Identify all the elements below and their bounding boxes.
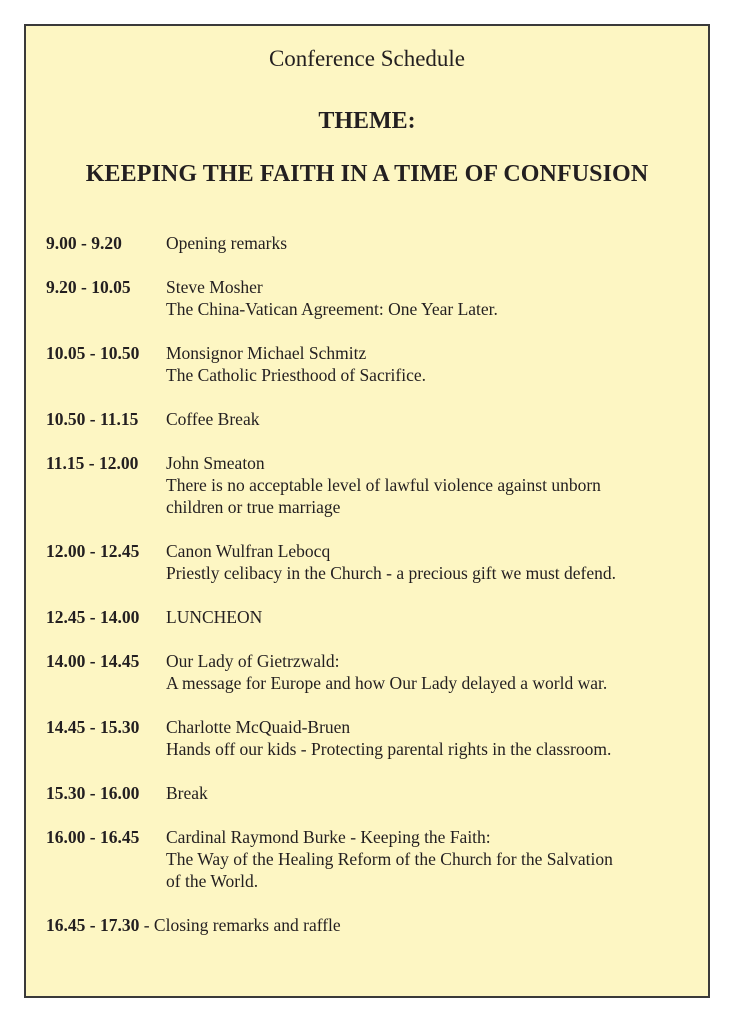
schedule-item <box>46 914 696 936</box>
schedule-item <box>46 606 696 628</box>
schedule-item <box>46 408 696 430</box>
schedule-item <box>46 540 696 584</box>
schedule-time: 12.00 - 12.45 <box>46 541 140 561</box>
schedule-description: Hands off our kids - Protecting parental rights in the classroom. <box>166 739 612 759</box>
schedule-time: 10.50 - 11.15 <box>46 409 139 429</box>
schedule-heading: Canon Wulfran Lebocq <box>166 541 331 561</box>
schedule-heading: Monsignor Michael Schmitz <box>166 343 367 363</box>
schedule-description: The Way of the Healing Reform of the Church for the Salvation <box>166 849 613 869</box>
schedule-time: 16.45 - 17.30 <box>46 915 140 935</box>
schedule-heading: Charlotte McQuaid-Bruen <box>166 717 351 737</box>
schedule-time: 14.00 - 14.45 <box>46 651 140 671</box>
schedule-time: 9.00 - 9.20 <box>46 233 122 253</box>
schedule-heading: LUNCHEON <box>166 607 263 627</box>
schedule-heading: Opening remarks <box>166 233 288 253</box>
schedule-heading: John Smeaton <box>166 453 265 473</box>
schedule-item <box>46 826 696 892</box>
theme-title: KEEPING THE FAITH IN A TIME OF CONFUSION <box>85 161 649 187</box>
schedule-time: 12.45 - 14.00 <box>46 607 140 627</box>
schedule-description: - Closing remarks and raffle <box>143 915 341 935</box>
schedule-heading: Coffee Break <box>166 409 260 429</box>
schedule-item <box>46 782 696 804</box>
schedule-time: 11.15 - 12.00 <box>46 453 139 473</box>
schedule-heading: Steve Mosher <box>166 277 263 297</box>
schedule-description: The China-Vatican Agreement: One Year Later. <box>166 299 498 319</box>
schedule-time: 16.00 - 16.45 <box>46 827 140 847</box>
schedule-item <box>46 232 696 254</box>
page-title: Conference Schedule <box>268 46 466 71</box>
schedule-description: There is no acceptable level of lawful violence against unborn <box>166 475 601 495</box>
schedule-time: 9.20 - 10.05 <box>46 277 131 297</box>
schedule-item <box>46 650 696 694</box>
schedule-sheet <box>24 24 710 998</box>
schedule-list <box>46 232 696 958</box>
schedule-description: of the World. <box>166 871 259 891</box>
schedule-item <box>46 716 696 760</box>
schedule-time: 14.45 - 15.30 <box>46 717 140 737</box>
schedule-time: 15.30 - 16.00 <box>46 783 140 803</box>
schedule-item <box>46 276 696 320</box>
schedule-item <box>46 452 696 518</box>
schedule-heading: Cardinal Raymond Burke - Keeping the Faith: <box>166 827 491 847</box>
schedule-item <box>46 342 696 386</box>
schedule-heading: Our Lady of Gietrzwald: <box>166 651 340 671</box>
schedule-heading: Break <box>166 783 208 803</box>
schedule-description: children or true marriage <box>166 497 341 517</box>
schedule-description: Priestly celibacy in the Church - a precious gift we must defend. <box>166 563 617 583</box>
schedule-description: A message for Europe and how Our Lady delayed a world war. <box>166 673 608 693</box>
schedule-time: 10.05 - 10.50 <box>46 343 140 363</box>
theme-label: THEME: <box>318 108 416 134</box>
schedule-description: The Catholic Priesthood of Sacrifice. <box>166 365 426 385</box>
